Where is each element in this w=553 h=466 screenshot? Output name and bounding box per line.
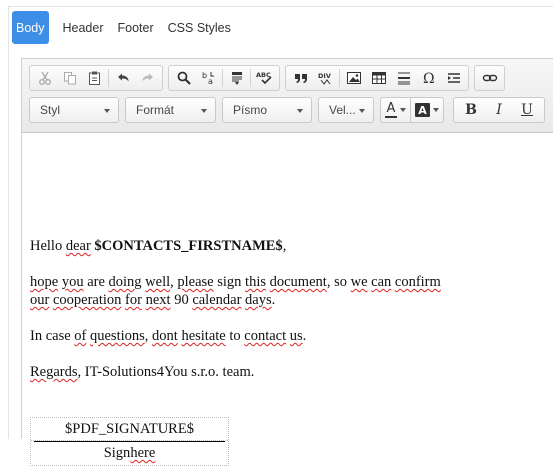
- editor-content[interactable]: [22, 134, 553, 461]
- misspelled-word: questions: [90, 328, 145, 344]
- copy-icon[interactable]: [57, 66, 82, 90]
- redo-icon[interactable]: [135, 66, 160, 90]
- tab-footer[interactable]: Footer: [117, 20, 154, 35]
- basic-styles-group: [453, 97, 545, 123]
- misspelled-word: our: [30, 292, 50, 308]
- separator: [339, 69, 340, 87]
- misspelled-word: this: [245, 274, 266, 290]
- link-icon[interactable]: [477, 66, 502, 90]
- italic-button[interactable]: I: [496, 102, 502, 118]
- text-run: are: [83, 274, 109, 290]
- text-run: to: [225, 328, 245, 344]
- cut-icon[interactable]: [32, 66, 57, 90]
- regards-line: Regards, IT-Solutions4You s.r.o. team.: [30, 364, 255, 380]
- horizontal-rule-icon[interactable]: [391, 66, 416, 90]
- replace-icon[interactable]: [196, 66, 221, 90]
- background-color-icon: A: [415, 103, 430, 117]
- misspelled-word: next: [145, 292, 171, 308]
- misspelled-word: confirm: [394, 274, 441, 290]
- text-run: sign: [213, 274, 246, 290]
- tab-css-styles[interactable]: CSS Styles: [167, 20, 231, 35]
- text-run: In case: [30, 328, 75, 344]
- editor-tabs: [12, 11, 238, 44]
- greeting-line: Hello dear $CONTACTS_FIRSTNAME$,: [30, 238, 287, 254]
- toolbar-row-1: [29, 64, 510, 92]
- clipboard-group: [29, 65, 163, 91]
- svg-text:Ω: Ω: [422, 71, 435, 87]
- svg-text:b: b: [201, 71, 207, 80]
- undo-icon[interactable]: [110, 66, 135, 90]
- body-line-1: [30, 273, 441, 291]
- paste-icon[interactable]: [82, 66, 107, 90]
- text-color-icon: A: [386, 101, 396, 116]
- misspelled-word: well: [145, 274, 171, 290]
- style-dropdown-label: Styl: [40, 103, 61, 117]
- text-run: .: [271, 292, 276, 308]
- misspelled-word: calendar: [192, 292, 242, 308]
- misspelled-word: for: [125, 292, 142, 308]
- editing-group: [168, 65, 280, 91]
- tab-header[interactable]: Header: [62, 20, 104, 35]
- misspelled-word: hesitate: [181, 328, 226, 344]
- separator: [250, 69, 251, 87]
- page-break-icon[interactable]: [441, 66, 466, 90]
- chevron-down-icon: [433, 108, 439, 112]
- find-icon[interactable]: [171, 66, 196, 90]
- misspelled-word: we: [350, 274, 368, 290]
- chevron-down-icon: [297, 109, 303, 113]
- font-dropdown-label: Písmo: [233, 103, 268, 117]
- blockquote-icon[interactable]: [288, 66, 313, 90]
- tab-body[interactable]: Body: [12, 11, 49, 44]
- paste-from-word-icon[interactable]: [224, 66, 249, 90]
- misspelled-word: of: [74, 328, 87, 344]
- body-line-2: [30, 291, 275, 309]
- sign-here-cell: Sign here: [103, 445, 156, 461]
- underline-button[interactable]: U: [521, 102, 533, 118]
- special-char-icon[interactable]: [416, 66, 441, 90]
- format-dropdown-label: Formát: [136, 103, 175, 117]
- misspelled-word: doing: [108, 274, 142, 290]
- misspelled-word: dont: [152, 328, 178, 344]
- misspelled-word: us: [289, 328, 303, 344]
- misspelled-word: you: [61, 274, 84, 290]
- misspelled-word: dear: [65, 238, 91, 254]
- separator: [108, 69, 109, 87]
- misspelled-word: can: [371, 274, 392, 290]
- text-run: , so: [326, 274, 351, 290]
- misspelled-word: hope: [30, 274, 59, 290]
- text-run: 90: [170, 292, 193, 308]
- misspelled-word: days: [245, 292, 272, 308]
- signature-variable-cell: $PDF_SIGNATURE$: [31, 418, 228, 441]
- style-dropdown[interactable]: [29, 97, 119, 123]
- contact-firstname-variable: $CONTACTS_FIRSTNAME$: [94, 238, 283, 254]
- table-icon[interactable]: [366, 66, 391, 90]
- toolbar-row-2: [29, 96, 545, 124]
- chevron-down-icon: [104, 109, 110, 113]
- text-run: ,: [144, 328, 153, 344]
- spellcheck-icon[interactable]: [252, 66, 277, 90]
- body-line-3: [30, 327, 306, 345]
- format-dropdown[interactable]: [125, 97, 216, 123]
- text-color-button[interactable]: [380, 97, 411, 123]
- svg-text:DIV: DIV: [317, 72, 331, 80]
- image-icon[interactable]: [341, 66, 366, 90]
- background-color-button[interactable]: [411, 97, 444, 123]
- text-run: ,: [170, 274, 178, 290]
- links-group: [474, 65, 505, 91]
- size-dropdown-label: Vel...: [329, 103, 356, 117]
- chevron-down-icon: [400, 108, 406, 112]
- misspelled-word: contact: [244, 328, 287, 344]
- bold-button[interactable]: B: [465, 102, 477, 118]
- misspelled-word: document: [269, 274, 327, 290]
- editor-toolbar: [22, 59, 553, 133]
- font-dropdown[interactable]: [222, 97, 312, 123]
- chevron-down-icon: [201, 109, 207, 113]
- svg-text:ABC: ABC: [255, 71, 271, 79]
- text-run: .: [302, 328, 307, 344]
- chevron-down-icon: [359, 109, 365, 113]
- blocks-group: [285, 65, 469, 91]
- rich-text-editor: [21, 58, 553, 461]
- separator: [222, 69, 223, 87]
- signature-table: [30, 417, 229, 466]
- size-dropdown[interactable]: [318, 97, 374, 123]
- svg-text:a: a: [207, 77, 213, 86]
- misspelled-word: cooperation: [52, 292, 122, 308]
- div-container-icon[interactable]: [313, 66, 338, 90]
- misspelled-word: please: [177, 274, 214, 290]
